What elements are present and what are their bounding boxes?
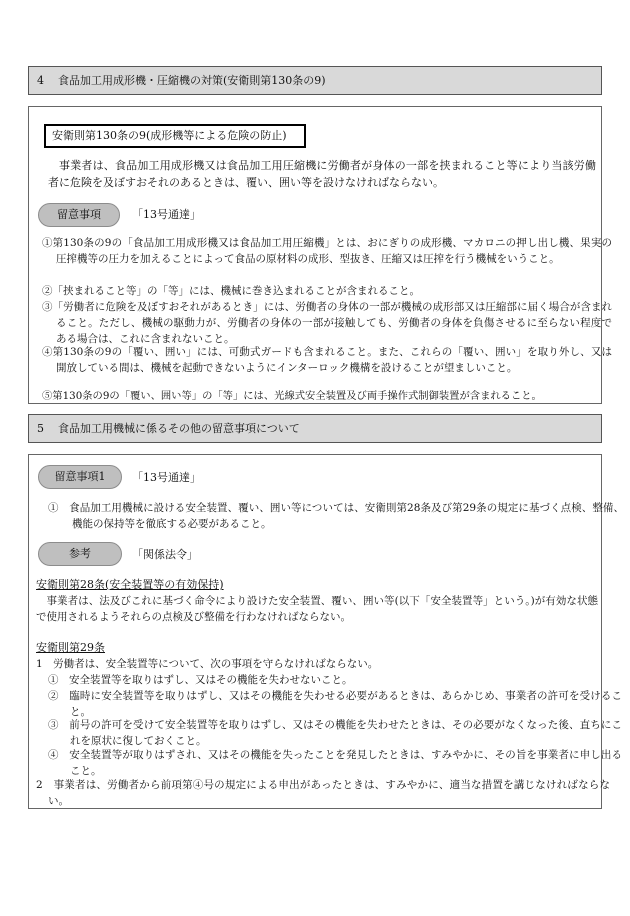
note1-pill: [38, 465, 122, 489]
note1-item: ① 食品加工用機械に設ける安全装置、覆い、囲い等については、安衛則第28条及び第29条の規定に基づく点検、整備、機能の保持等を徹底する必要があること。: [48, 502, 624, 530]
article-29-title: 安衛則第29条: [36, 641, 105, 654]
note-item-5: ⑤第130条の9の「覆い、囲い等」の「等」には、光線式安全装置及び両手操作式制御装置が含まれること。: [42, 390, 542, 402]
note-item-1: ①第130条の9の「食品加工用成形機又は食品加工用圧縮機」とは、おにぎりの成形機、マカロニの押し出し機、果実の圧搾機等の圧力を加えることによって食品の原材料の成形、型抜き、圧縮又は圧搾を行う機械をいうこと。: [42, 237, 612, 265]
article-29-para-1: 1 労働者は、安全装置等について、次の事項を守らなければならない。: [36, 658, 379, 670]
note-reference: 「13号通達」: [132, 208, 201, 221]
article-130-9-heading: [44, 124, 306, 148]
article-29-item-2: ② 臨時に安全装置等を取りはずし、又はその機能を失わせる必要があるときは、あらかじめ、事業者の許可を受けること。: [48, 690, 622, 718]
section-4-title: 食品加工用成形機・圧縮機の対策(安衛則第130条の9): [58, 73, 326, 87]
note1-reference: 「13号通達」: [132, 471, 201, 484]
note1-label: 留意事項1: [54, 470, 106, 484]
note-label: 留意事項: [57, 208, 101, 222]
article-130-9-text: 事業者は、食品加工用成形機又は食品加工用圧縮機に労働者が身体の一部を挟まれること等により当該労働者に危険を及ぼすおそれのあるときは、覆い、囲い等を設けなければならない。: [48, 159, 596, 189]
reference-pill: [38, 542, 122, 566]
reference-name: 「関係法令」: [132, 548, 198, 561]
article-29-item-4: ④ 安全装置等が取りはずされ、又はその機能を失ったことを発見したときは、すみやかに、その旨を事業者に申し出ること。: [48, 749, 622, 777]
note-item-3: ③「労働者に危険を及ぼすおそれがあるとき」には、労働者の身体の一部が機械の成形部又は圧縮部に届く場合が含まれること。ただし、機械の駆動力が、労働者の身体の一部が接触しても、労働者の身体を負傷させるに至らない程度である場合は、これに含まれないこと。: [42, 301, 612, 345]
reference-label: 参考: [69, 547, 91, 561]
section-5-header: [28, 414, 602, 443]
section-5-title: 食品加工用機械に係るその他の留意事項について: [58, 421, 300, 435]
article-130-9-heading-text: 安衛則第130条の9(成形機等による危険の防止): [52, 129, 287, 143]
section-4-header: [28, 66, 602, 95]
article-29-para-2: 2 事業者は、労働者から前項第④号の規定による申出があったときは、すみやかに、適当な措置を講じなければならない。: [36, 779, 610, 807]
section-4-number: 4: [37, 73, 44, 87]
note-item-4: ④第130条の9の「覆い、囲い」には、可動式ガードも含まれること。また、これらの「覆い、囲い」を取り外し、又は開放している間は、機械を起動できないようにインターロック機構を設けることが望ましいこと。: [42, 346, 612, 374]
article-29-item-1: ① 安全装置等を取りはずし、又はその機能を失わせないこと。: [48, 674, 353, 686]
article-29-item-3: ③ 前号の許可を受けて安全装置等を取りはずし、又はその機能を失わせたときは、その必要がなくなった後、直ちにこれを原状に復しておくこと。: [48, 719, 622, 747]
section-5-number: 5: [37, 421, 44, 435]
article-28-text: 事業者は、法及びこれに基づく命令により設けた安全装置、覆い、囲い等(以下「安全装置等」という。)が有効な状態で使用されるようそれらの点検及び整備を行わなければならない。: [36, 595, 598, 623]
note-pill: [38, 203, 120, 227]
article-28-title: 安衛則第28条(安全装置等の有効保持): [36, 578, 224, 591]
note-item-2: ②「挟まれること等」の「等」には、機械に巻き込まれることが含まれること。: [42, 285, 420, 297]
